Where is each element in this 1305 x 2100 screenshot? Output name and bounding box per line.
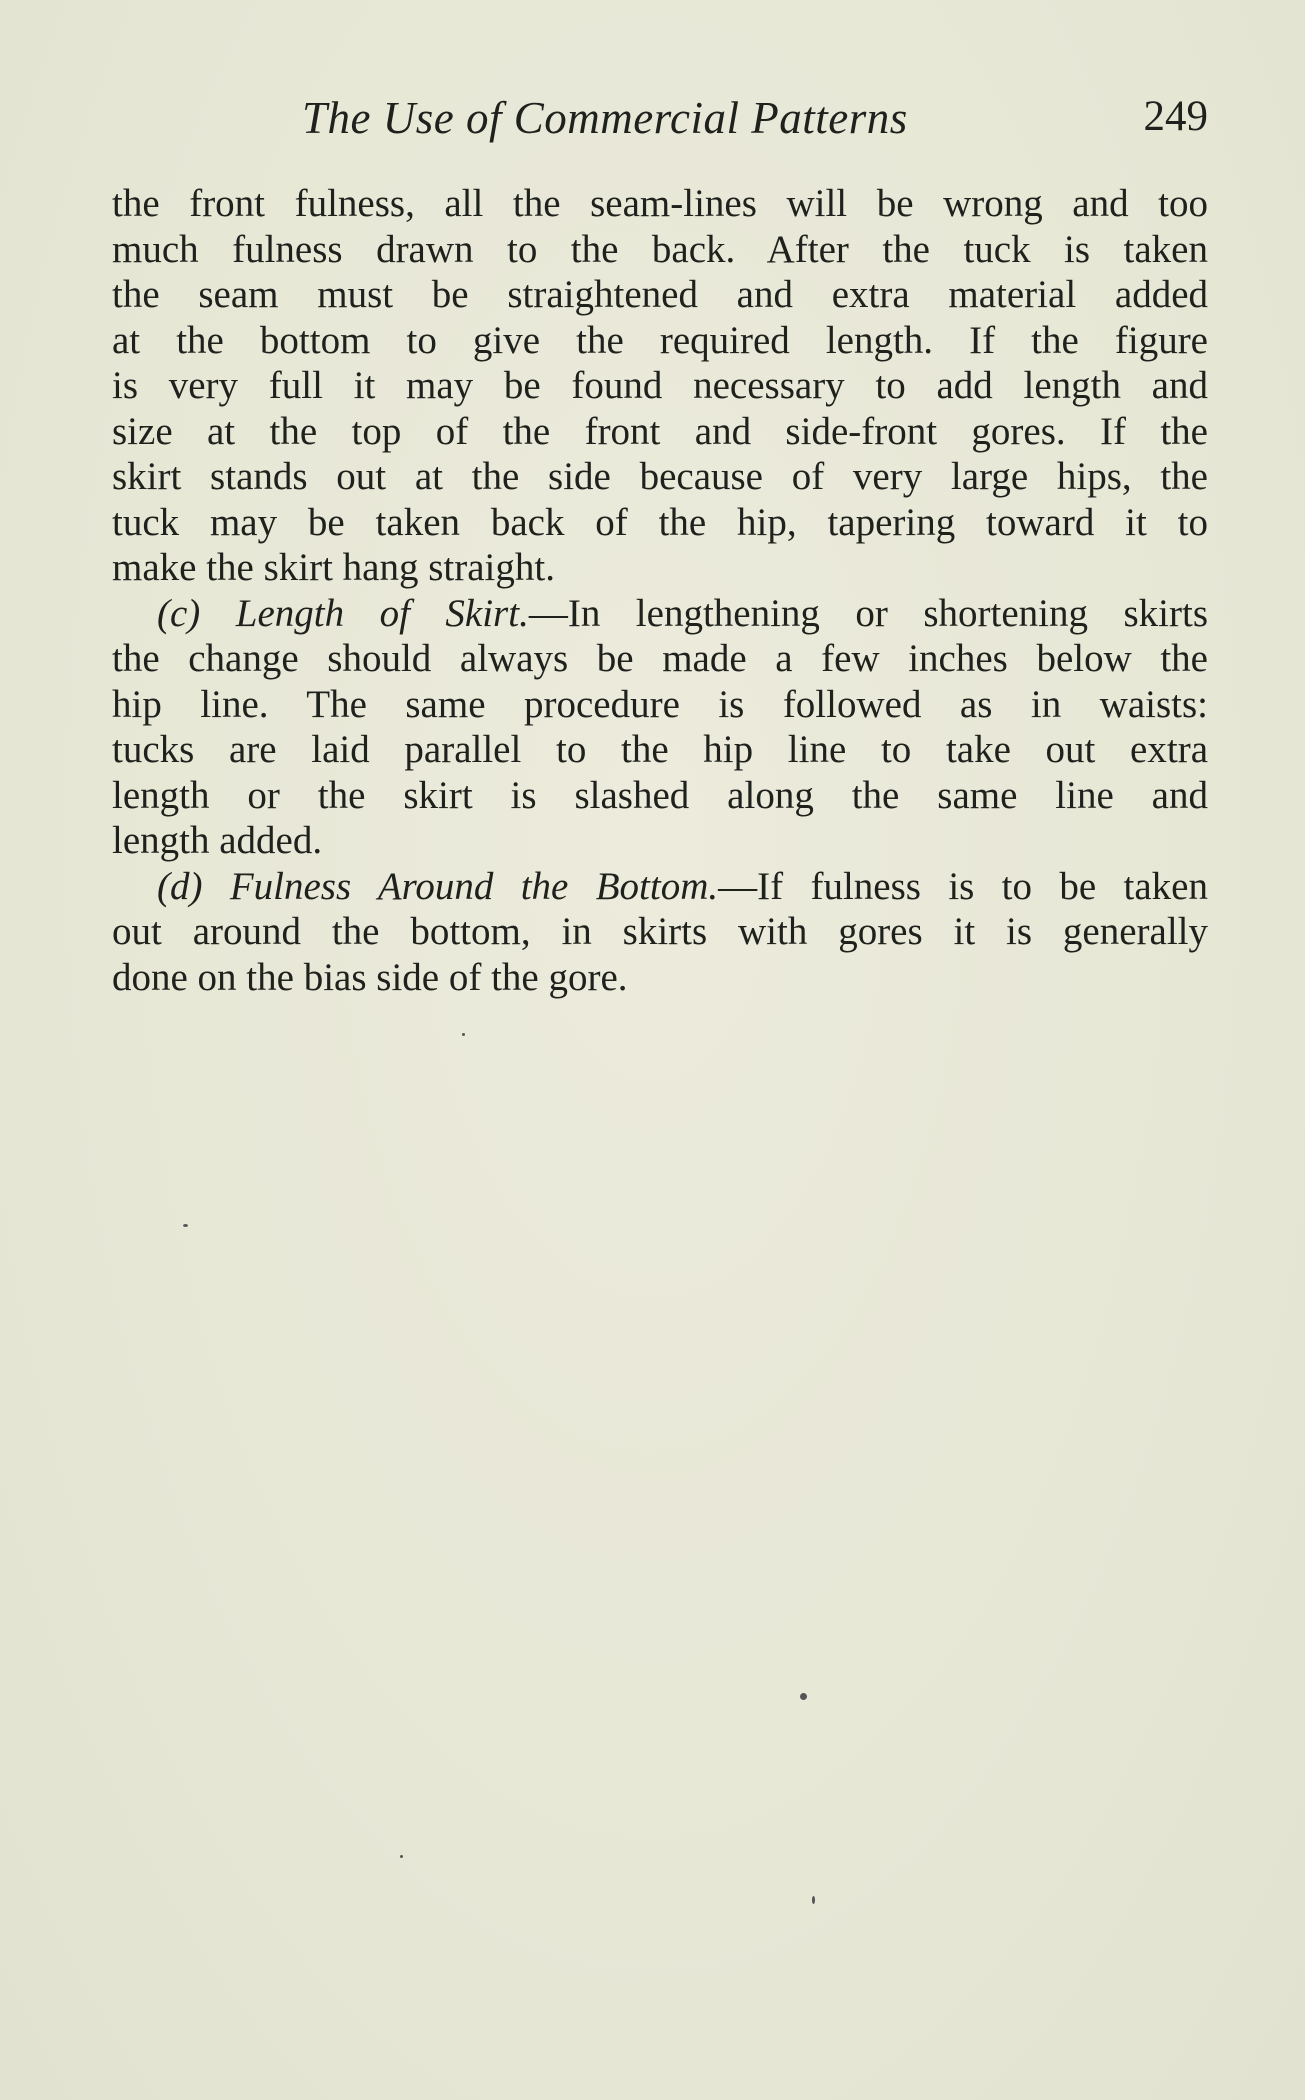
- text-line: size at the top of the front and side-front gores. If the: [112, 409, 1208, 453]
- text-line: at the bottom to give the required length. If the figure: [112, 318, 1208, 362]
- section-heading: Length of Skirt.: [235, 591, 529, 635]
- text-line-first: [112, 864, 1208, 910]
- item-label: (d): [157, 864, 203, 908]
- text-line: tucks are laid parallel to the hip line to take out extra: [112, 728, 1208, 771]
- text-line: the change should always be made a few inches below the: [112, 637, 1208, 680]
- body-text: [112, 181, 1208, 1000]
- page-number: 249: [1143, 93, 1208, 140]
- text-line: hip line. The same procedure is followed as in waists:: [112, 682, 1208, 726]
- text-line: done on the bias side of the gore.: [112, 955, 628, 999]
- paragraph-1: [112, 181, 1208, 591]
- text-line: skirt stands out at the side because of very large hips, the: [112, 455, 1208, 498]
- text-line: is very full it may be found necessary to add length and: [112, 364, 1208, 407]
- text-line: much fulness drawn to the back. After the tuck is taken: [112, 227, 1208, 271]
- running-head: [112, 92, 1208, 152]
- text-run: —If fulness is to be taken: [718, 864, 1208, 908]
- paper-speck: [800, 1693, 807, 1700]
- text-run: —In lengthening or shortening skirts: [528, 591, 1208, 635]
- paper-speck: [812, 1896, 815, 1904]
- paper-speck: [183, 1224, 188, 1227]
- text-line: tuck may be taken back of the hip, tapering toward it to: [112, 500, 1208, 544]
- text-line: make the skirt hang straight.: [112, 546, 555, 589]
- paragraph-length-of-skirt: [112, 591, 1208, 864]
- text-line: out around the bottom, in skirts with gores it is generally: [112, 910, 1208, 953]
- running-title: The Use of Commercial Patterns: [302, 93, 908, 143]
- paper-speck: [462, 1033, 465, 1036]
- text-line-first: [112, 591, 1208, 637]
- text-line: length or the skirt is slashed along the same line and: [112, 773, 1208, 817]
- item-label: (c): [157, 591, 201, 635]
- text-line: the front fulness, all the seam-lines will be wrong and too: [112, 182, 1208, 225]
- paragraph-fulness-around-bottom: [112, 864, 1208, 1001]
- text-line: the seam must be straightened and extra material added: [112, 273, 1208, 316]
- section-heading: Fulness Around the Bottom.: [229, 864, 719, 908]
- text-line: length added.: [112, 819, 323, 862]
- paper-speck: [400, 1855, 403, 1858]
